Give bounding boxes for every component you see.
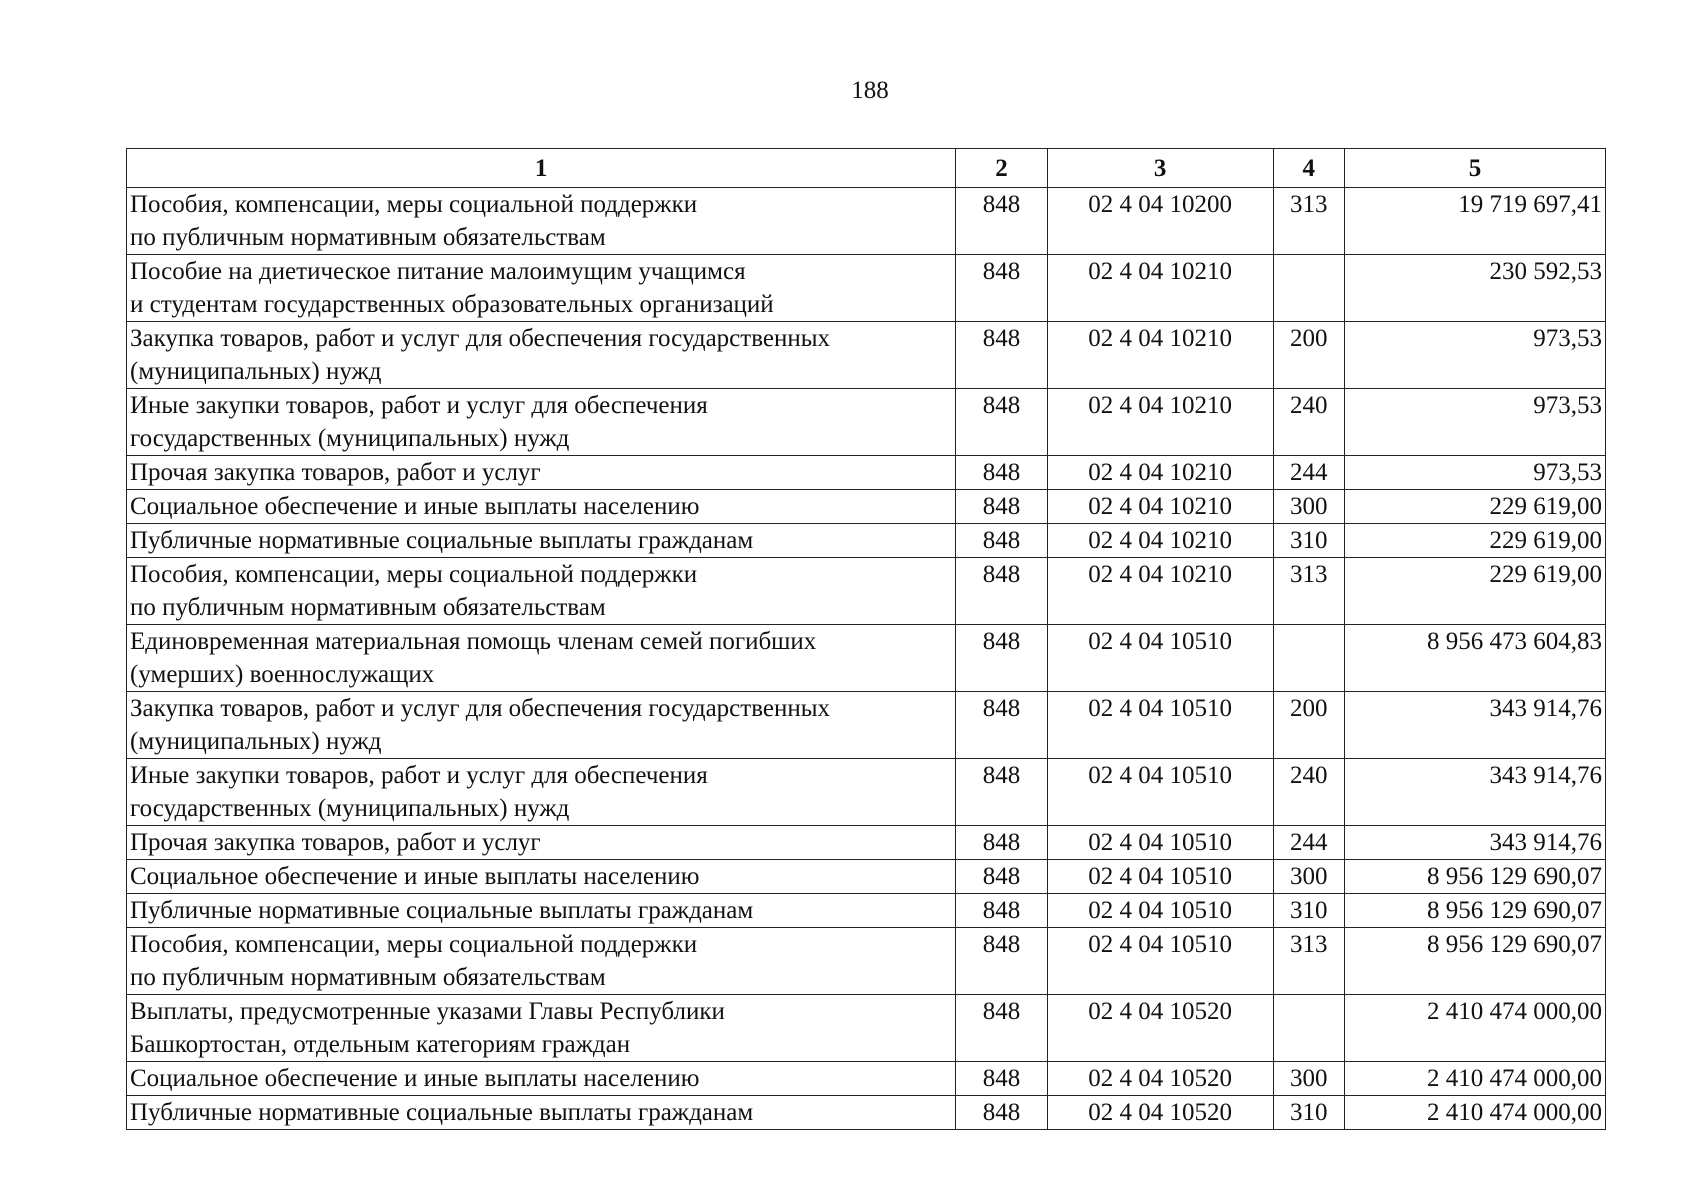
row-expense-type-cell: 313 [1273,188,1344,255]
row-classification-code-cell: 02 4 04 10510 [1047,759,1273,826]
row-amount-cell: 2 410 474 000,00 [1344,1096,1605,1130]
row-admin-code-cell: 848 [956,995,1047,1062]
table-header [127,149,1606,188]
row-name-cell: Публичные нормативные социальные выплаты гражданам [127,894,956,928]
row-admin-code-cell: 848 [956,389,1047,456]
table-row [127,1096,1606,1130]
row-amount-cell: 19 719 697,41 [1344,188,1605,255]
row-name-cell: Иные закупки товаров, работ и услуг для обеспечения государственных (муниципальных) нужд [127,389,956,456]
row-name-cell: Единовременная материальная помощь членам семей погибших (умерших) военнослужащих [127,625,956,692]
row-name-cell: Пособие на диетическое питание малоимущим учащимся и студентам государственных образовательных организаций [127,255,956,322]
table-row [127,456,1606,490]
row-expense-type-cell: 300 [1273,860,1344,894]
page-number: 188 [851,77,889,104]
row-expense-type-cell [1273,625,1344,692]
row-admin-code-cell: 848 [956,1062,1047,1096]
row-expense-type-cell [1273,255,1344,322]
row-classification-code-cell: 02 4 04 10520 [1047,1096,1273,1130]
row-expense-type-cell: 300 [1273,1062,1344,1096]
row-amount-cell: 2 410 474 000,00 [1344,995,1605,1062]
row-amount-cell: 230 592,53 [1344,255,1605,322]
row-classification-code-cell: 02 4 04 10510 [1047,928,1273,995]
row-amount-cell: 229 619,00 [1344,490,1605,524]
row-admin-code-cell: 848 [956,1096,1047,1130]
header-col-1: 1 [127,149,956,188]
header-col-2: 2 [956,149,1047,188]
row-amount-cell: 343 914,76 [1344,759,1605,826]
row-expense-type-cell: 244 [1273,456,1344,490]
row-admin-code-cell: 848 [956,456,1047,490]
row-classification-code-cell: 02 4 04 10210 [1047,490,1273,524]
row-expense-type-cell: 310 [1273,894,1344,928]
row-amount-cell: 973,53 [1344,456,1605,490]
table-row [127,826,1606,860]
row-admin-code-cell: 848 [956,826,1047,860]
row-amount-cell: 8 956 473 604,83 [1344,625,1605,692]
row-name-cell: Закупка товаров, работ и услуг для обеспечения государственных (муниципальных) нужд [127,692,956,759]
row-classification-code-cell: 02 4 04 10200 [1047,188,1273,255]
table-row [127,928,1606,995]
row-classification-code-cell: 02 4 04 10510 [1047,860,1273,894]
row-admin-code-cell: 848 [956,759,1047,826]
row-expense-type-cell: 200 [1273,692,1344,759]
row-name-cell: Прочая закупка товаров, работ и услуг [127,826,956,860]
row-expense-type-cell: 313 [1273,928,1344,995]
table-row [127,625,1606,692]
row-admin-code-cell: 848 [956,255,1047,322]
row-classification-code-cell: 02 4 04 10210 [1047,456,1273,490]
row-expense-type-cell: 310 [1273,524,1344,558]
row-admin-code-cell: 848 [956,692,1047,759]
row-classification-code-cell: 02 4 04 10210 [1047,322,1273,389]
table-row [127,1062,1606,1096]
row-expense-type-cell [1273,995,1344,1062]
header-col-4: 4 [1273,149,1344,188]
row-amount-cell: 229 619,00 [1344,558,1605,625]
row-classification-code-cell: 02 4 04 10510 [1047,894,1273,928]
row-name-cell: Закупка товаров, работ и услуг для обеспечения государственных (муниципальных) нужд [127,322,956,389]
row-classification-code-cell: 02 4 04 10210 [1047,558,1273,625]
table-row [127,894,1606,928]
table-row [127,255,1606,322]
row-name-cell: Социальное обеспечение и иные выплаты населению [127,490,956,524]
row-name-cell: Выплаты, предусмотренные указами Главы Республики Башкортостан, отдельным категориям граждан [127,995,956,1062]
row-name-cell: Прочая закупка товаров, работ и услуг [127,456,956,490]
row-amount-cell: 973,53 [1344,389,1605,456]
row-amount-cell: 8 956 129 690,07 [1344,928,1605,995]
row-amount-cell: 229 619,00 [1344,524,1605,558]
table-row [127,759,1606,826]
table-row [127,860,1606,894]
row-admin-code-cell: 848 [956,490,1047,524]
row-classification-code-cell: 02 4 04 10510 [1047,625,1273,692]
row-classification-code-cell: 02 4 04 10210 [1047,524,1273,558]
row-classification-code-cell: 02 4 04 10520 [1047,1062,1273,1096]
row-name-cell: Социальное обеспечение и иные выплаты населению [127,860,956,894]
row-classification-code-cell: 02 4 04 10510 [1047,692,1273,759]
header-col-5: 5 [1344,149,1605,188]
row-expense-type-cell: 240 [1273,389,1344,456]
table-body [127,188,1606,1130]
row-expense-type-cell: 244 [1273,826,1344,860]
table-row [127,524,1606,558]
header-row [127,149,1606,188]
table-row [127,490,1606,524]
row-admin-code-cell: 848 [956,188,1047,255]
row-name-cell: Иные закупки товаров, работ и услуг для обеспечения государственных (муниципальных) нужд [127,759,956,826]
row-admin-code-cell: 848 [956,524,1047,558]
row-amount-cell: 343 914,76 [1344,826,1605,860]
row-name-cell: Публичные нормативные социальные выплаты гражданам [127,524,956,558]
row-name-cell: Социальное обеспечение и иные выплаты населению [127,1062,956,1096]
table-row [127,322,1606,389]
row-expense-type-cell: 310 [1273,1096,1344,1130]
header-col-3: 3 [1047,149,1273,188]
row-amount-cell: 2 410 474 000,00 [1344,1062,1605,1096]
table-row [127,995,1606,1062]
table-row [127,692,1606,759]
row-expense-type-cell: 300 [1273,490,1344,524]
row-name-cell: Пособия, компенсации, меры социальной поддержки по публичным нормативным обязательствам [127,188,956,255]
row-amount-cell: 343 914,76 [1344,692,1605,759]
row-name-cell: Пособия, компенсации, меры социальной поддержки по публичным нормативным обязательствам [127,928,956,995]
row-classification-code-cell: 02 4 04 10520 [1047,995,1273,1062]
row-admin-code-cell: 848 [956,625,1047,692]
budget-table [126,148,1606,1130]
row-name-cell: Публичные нормативные социальные выплаты гражданам [127,1096,956,1130]
row-expense-type-cell: 240 [1273,759,1344,826]
row-admin-code-cell: 848 [956,894,1047,928]
table-row [127,558,1606,625]
row-amount-cell: 8 956 129 690,07 [1344,894,1605,928]
row-classification-code-cell: 02 4 04 10210 [1047,255,1273,322]
row-amount-cell: 973,53 [1344,322,1605,389]
row-expense-type-cell: 200 [1273,322,1344,389]
row-admin-code-cell: 848 [956,322,1047,389]
row-expense-type-cell: 313 [1273,558,1344,625]
row-classification-code-cell: 02 4 04 10210 [1047,389,1273,456]
table-row [127,188,1606,255]
row-admin-code-cell: 848 [956,928,1047,995]
row-admin-code-cell: 848 [956,860,1047,894]
row-amount-cell: 8 956 129 690,07 [1344,860,1605,894]
table-row [127,389,1606,456]
row-name-cell: Пособия, компенсации, меры социальной поддержки по публичным нормативным обязательствам [127,558,956,625]
row-admin-code-cell: 848 [956,558,1047,625]
row-classification-code-cell: 02 4 04 10510 [1047,826,1273,860]
